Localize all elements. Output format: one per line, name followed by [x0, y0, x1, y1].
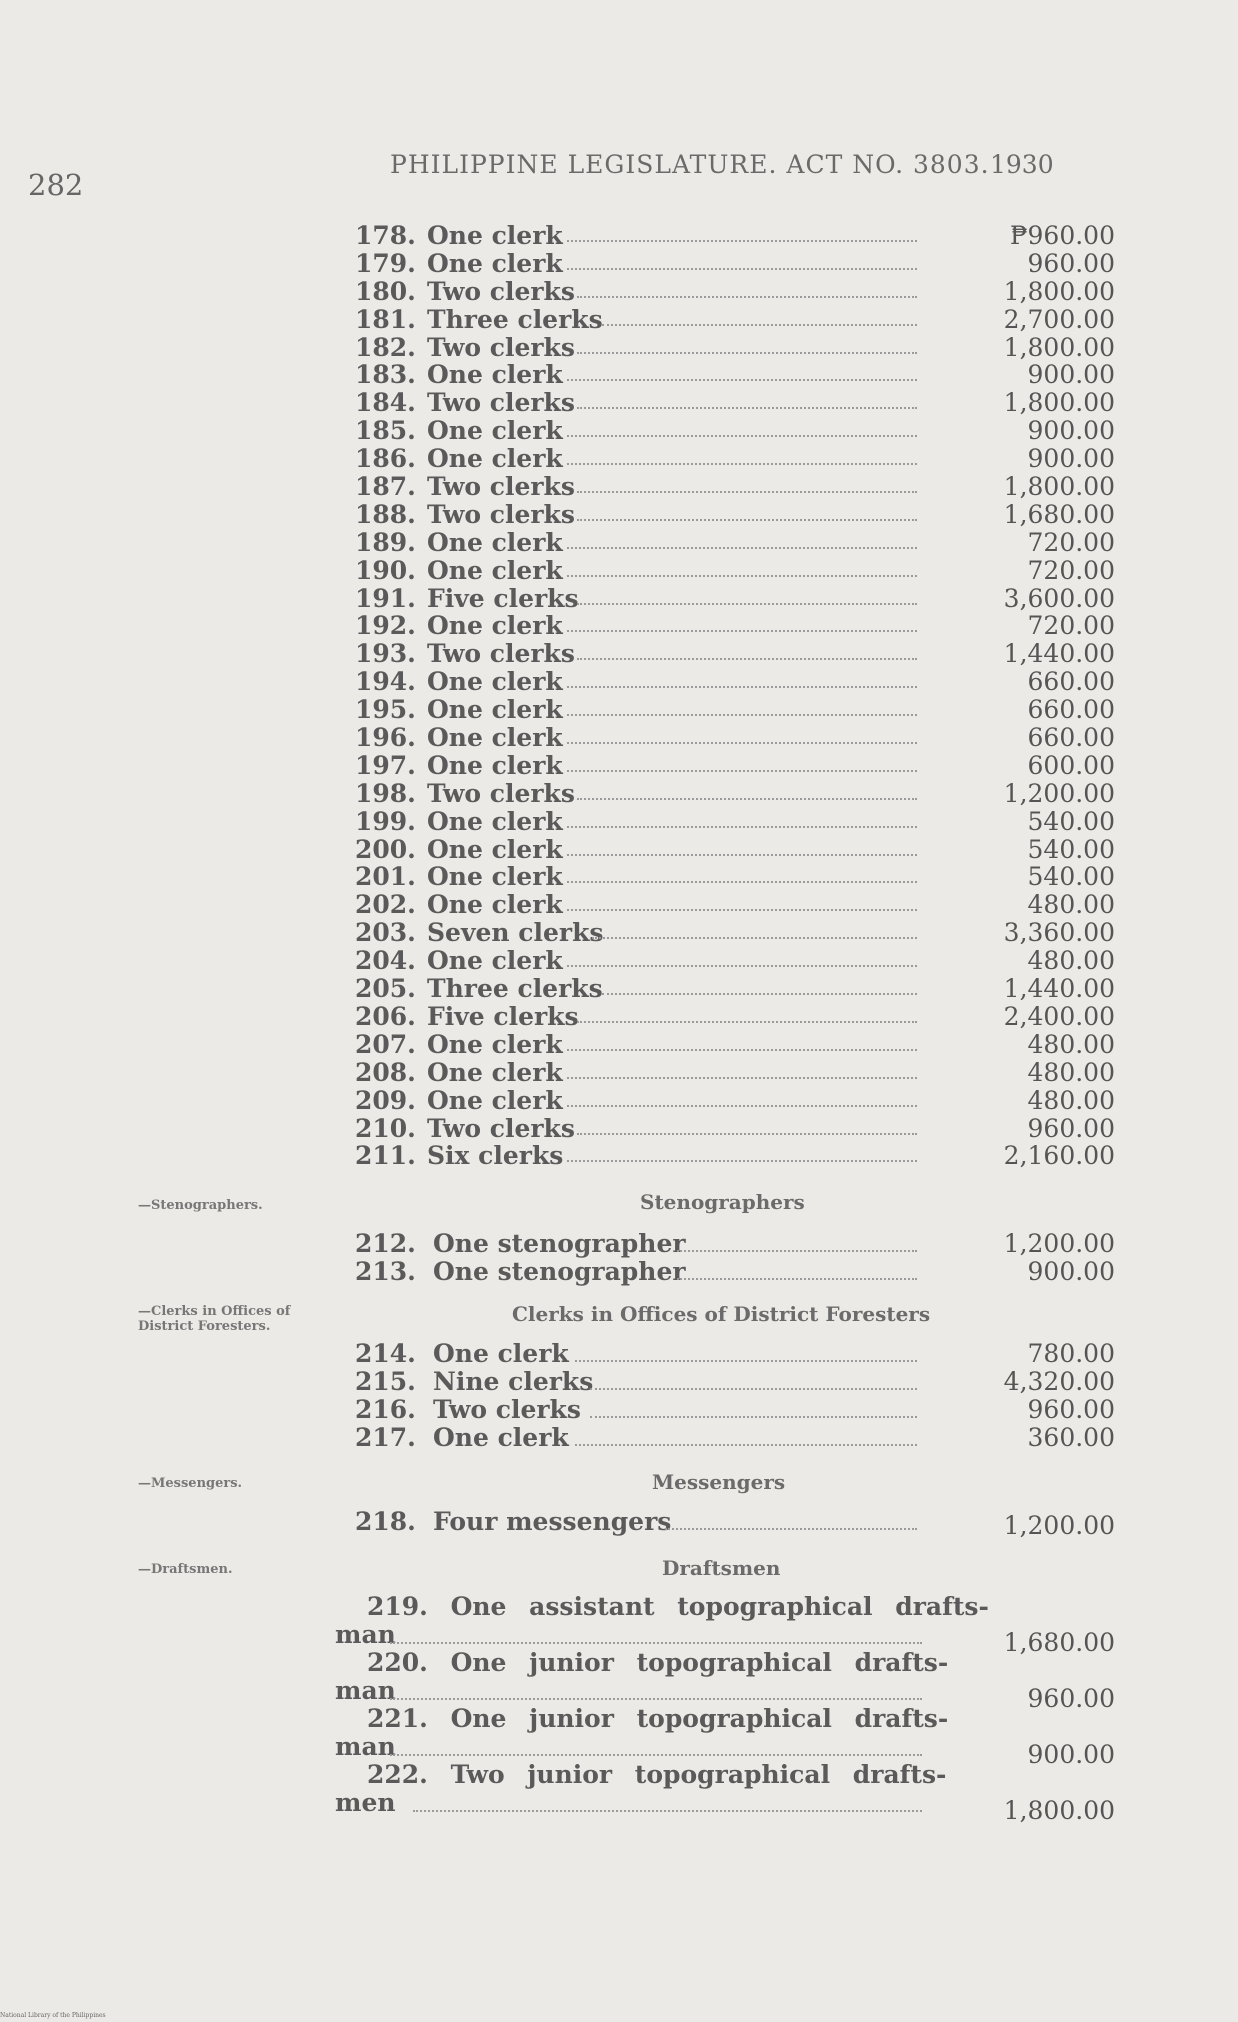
- leader-dots: [677, 1250, 917, 1252]
- leader-dots: [390, 1642, 922, 1644]
- item-number: 191.: [355, 583, 416, 613]
- item-description: One clerk: [427, 946, 563, 976]
- leader-dots: [567, 575, 917, 577]
- leader-dots: [567, 1049, 917, 1051]
- item-amount: 1,200.00: [1003, 1511, 1115, 1540]
- item-number: 203.: [355, 918, 416, 948]
- item-description: Two clerks: [427, 388, 575, 418]
- list-item: [355, 473, 1115, 501]
- item-amount: 480.00: [1027, 1057, 1115, 1087]
- list-item: [355, 501, 1115, 529]
- leader-dots: [602, 993, 917, 995]
- item-number: 213.: [355, 1257, 416, 1286]
- item-number: 184.: [355, 388, 416, 418]
- list-item: [355, 640, 1115, 668]
- item-description: One clerk: [427, 1029, 563, 1059]
- item-description: Three clerks: [427, 304, 603, 334]
- item-number: 181.: [355, 304, 416, 334]
- list-item: [355, 529, 1115, 557]
- item-description: One clerk: [427, 667, 563, 697]
- item-description: One clerk: [427, 444, 563, 474]
- leader-dots: [567, 379, 917, 381]
- leader-dots: [577, 407, 917, 409]
- leader-dots: [577, 491, 917, 493]
- list-item: [355, 668, 1115, 696]
- item-description: One clerk: [427, 555, 563, 585]
- item-amount: 960.00: [1027, 1395, 1115, 1424]
- list-item: [355, 1507, 1115, 1540]
- leader-dots: [567, 881, 917, 883]
- margin-note-district-clerks: [138, 1304, 290, 1334]
- item-amount: 3,360.00: [1003, 918, 1115, 948]
- item-number: 183.: [355, 360, 416, 390]
- item-amount: 540.00: [1027, 834, 1115, 864]
- item-amount: 2,700.00: [1003, 304, 1115, 334]
- item-amount: 720.00: [1027, 611, 1115, 641]
- leader-dots: [567, 909, 917, 911]
- list-item: [355, 250, 1115, 278]
- list-item: [355, 389, 1115, 417]
- item-number: 210.: [355, 1113, 416, 1143]
- item-amount: 480.00: [1027, 1029, 1115, 1059]
- item-description: Two clerks: [427, 472, 575, 502]
- clerks-list: [355, 222, 1115, 1170]
- item-line: man: [335, 1620, 396, 1649]
- item-description: One clerk: [427, 527, 563, 557]
- item-amount: 1,800.00: [1003, 332, 1115, 362]
- item-line: 222. Two junior topographical drafts-: [367, 1760, 947, 1789]
- item-number: 188.: [355, 499, 416, 529]
- leader-dots: [390, 1698, 922, 1700]
- item-number: 178.: [355, 221, 416, 250]
- item-number: 215.: [355, 1367, 416, 1396]
- list-item: [355, 919, 1115, 947]
- item-amount: 900.00: [1027, 360, 1115, 390]
- item-amount: 900.00: [1027, 416, 1115, 446]
- item-amount: 480.00: [1027, 1085, 1115, 1115]
- item-amount: 4,320.00: [1003, 1367, 1115, 1396]
- item-description: One clerk: [427, 750, 563, 780]
- section-title-messengers: Messengers: [652, 1470, 786, 1494]
- item-number: 193.: [355, 639, 416, 669]
- item-description: Two clerks: [427, 276, 575, 306]
- item-description: Nine clerks: [433, 1367, 594, 1396]
- item-amount: 480.00: [1027, 890, 1115, 920]
- item-description: Five clerks: [427, 1001, 579, 1031]
- item-number: 214.: [355, 1339, 416, 1368]
- item-amount: ₱960.00: [1009, 221, 1115, 250]
- leader-dots: [567, 826, 917, 828]
- item-number: 198.: [355, 778, 416, 808]
- leader-dots: [390, 1754, 922, 1756]
- item-line: man: [335, 1676, 396, 1705]
- item-amount: 960.00: [1027, 1113, 1115, 1143]
- leader-dots: [567, 1105, 917, 1107]
- item-description: Six clerks: [427, 1141, 564, 1171]
- list-item: [355, 585, 1115, 613]
- leader-dots: [577, 603, 917, 605]
- item-description: One clerk: [427, 723, 563, 753]
- list-item: [355, 836, 1115, 864]
- item-amount: 900.00: [1027, 1740, 1115, 1769]
- list-item: [355, 1031, 1115, 1059]
- item-number: 196.: [355, 723, 416, 753]
- list-item: [355, 1424, 1115, 1452]
- item-amount: 1,680.00: [1003, 1628, 1115, 1657]
- section-title-stenographers: Stenographers: [640, 1190, 805, 1214]
- item-description: One clerk: [433, 1339, 569, 1368]
- item-number: 185.: [355, 416, 416, 446]
- list-item: [355, 947, 1115, 975]
- leader-dots: [567, 742, 917, 744]
- leader-dots: [590, 1388, 917, 1390]
- leader-dots: [602, 324, 917, 326]
- list-item: [355, 863, 1115, 891]
- item-number: 197.: [355, 750, 416, 780]
- item-number: 204.: [355, 946, 416, 976]
- item-description: Three clerks: [427, 974, 603, 1004]
- leader-dots: [575, 1360, 917, 1362]
- item-number: 182.: [355, 332, 416, 362]
- leader-dots: [567, 240, 917, 242]
- header-year: 1930: [990, 150, 1054, 179]
- item-description: Four messengers: [433, 1507, 672, 1536]
- item-amount: 1,200.00: [1003, 1229, 1115, 1258]
- list-item: [355, 1115, 1115, 1143]
- list-item: [355, 780, 1115, 808]
- item-description: One clerk: [427, 806, 563, 836]
- item-description: Two clerks: [427, 332, 575, 362]
- list-item: [355, 808, 1115, 836]
- item-description: One clerk: [427, 221, 563, 250]
- item-amount: 1,800.00: [1003, 1796, 1115, 1825]
- item-amount: 1,800.00: [1003, 388, 1115, 418]
- item-amount: 540.00: [1027, 806, 1115, 836]
- leader-dots: [567, 630, 917, 632]
- item-number: 194.: [355, 667, 416, 697]
- item-description: One clerk: [427, 416, 563, 446]
- leader-dots: [567, 547, 917, 549]
- item-number: 180.: [355, 276, 416, 306]
- leader-dots: [413, 1810, 922, 1812]
- item-number: 217.: [355, 1423, 416, 1452]
- item-number: 186.: [355, 444, 416, 474]
- page-number: 282: [28, 168, 84, 202]
- list-item: [355, 361, 1115, 389]
- item-number: 216.: [355, 1395, 416, 1424]
- item-number: 209.: [355, 1085, 416, 1115]
- list-item: [355, 557, 1115, 585]
- item-number: 212.: [355, 1229, 416, 1258]
- leader-dots: [575, 1444, 917, 1446]
- item-number: 200.: [355, 834, 416, 864]
- list-item: [355, 1230, 1115, 1258]
- margin-note-line: District Foresters.: [138, 1319, 271, 1334]
- leader-dots: [567, 463, 917, 465]
- item-number: 190.: [355, 555, 416, 585]
- leader-dots: [677, 1278, 917, 1280]
- item-description: Two clerks: [427, 499, 575, 529]
- item-amount: 540.00: [1027, 862, 1115, 892]
- item-description: Five clerks: [427, 583, 579, 613]
- leader-dots: [567, 854, 917, 856]
- item-amount: 1,440.00: [1003, 639, 1115, 669]
- item-number: 192.: [355, 611, 416, 641]
- item-amount: 480.00: [1027, 946, 1115, 976]
- item-number: 187.: [355, 472, 416, 502]
- item-description: One clerk: [427, 360, 563, 390]
- list-item: [355, 724, 1115, 752]
- margin-note-line: —Clerks in Offices of: [138, 1304, 291, 1319]
- list-item: [355, 417, 1115, 445]
- item-amount: 960.00: [1027, 1684, 1115, 1713]
- item-number: 207.: [355, 1029, 416, 1059]
- item-description: One clerk: [427, 1057, 563, 1087]
- list-item: [355, 1059, 1115, 1087]
- item-amount: 780.00: [1027, 1339, 1115, 1368]
- list-item: [355, 445, 1115, 473]
- list-item: [355, 752, 1115, 780]
- leader-dots: [567, 770, 917, 772]
- leader-dots: [567, 1160, 917, 1162]
- footer-credit: National Library of the Philippines: [0, 2012, 106, 2019]
- item-number: 218.: [355, 1507, 416, 1536]
- list-item: [355, 1087, 1115, 1115]
- leader-dots: [577, 519, 917, 521]
- item-description: One clerk: [433, 1423, 569, 1452]
- item-description: One clerk: [427, 834, 563, 864]
- item-amount: 660.00: [1027, 667, 1115, 697]
- section-title-draftsmen: Draftsmen: [662, 1556, 781, 1580]
- leader-dots: [567, 714, 917, 716]
- item-amount: 660.00: [1027, 695, 1115, 725]
- leader-dots: [590, 1416, 917, 1418]
- item-description: Two clerks: [427, 639, 575, 669]
- item-amount: 2,160.00: [1003, 1141, 1115, 1171]
- item-number: 208.: [355, 1057, 416, 1087]
- leader-dots: [577, 798, 917, 800]
- list-item: [355, 612, 1115, 640]
- item-amount: 3,600.00: [1003, 583, 1115, 613]
- leader-dots: [567, 435, 917, 437]
- leader-dots: [592, 937, 917, 939]
- leader-dots: [577, 352, 917, 354]
- running-header: PHILIPPINE LEGISLATURE. ACT NO. 3803.: [390, 150, 990, 179]
- item-description: One clerk: [427, 611, 563, 641]
- item-description: One clerk: [427, 890, 563, 920]
- margin-note-stenographers: —Stenographers.: [138, 1198, 263, 1213]
- list-item: [355, 1142, 1115, 1170]
- item-amount: 1,200.00: [1003, 778, 1115, 808]
- item-description: Two clerks: [427, 1113, 575, 1143]
- item-amount: 600.00: [1027, 750, 1115, 780]
- leader-dots: [577, 1133, 917, 1135]
- leader-dots: [567, 1077, 917, 1079]
- item-description: Two clerks: [427, 778, 575, 808]
- list-item: [355, 1368, 1115, 1396]
- list-item: [355, 334, 1115, 362]
- leader-dots: [577, 1021, 917, 1023]
- item-number: 206.: [355, 1001, 416, 1031]
- item-description: Seven clerks: [427, 918, 604, 948]
- item-amount: 900.00: [1027, 444, 1115, 474]
- item-amount: 1,440.00: [1003, 974, 1115, 1004]
- item-number: 195.: [355, 695, 416, 725]
- item-amount: 900.00: [1027, 1257, 1115, 1286]
- item-number: 205.: [355, 974, 416, 1004]
- item-line: man: [335, 1732, 396, 1761]
- item-amount: 2,400.00: [1003, 1001, 1115, 1031]
- item-amount: 960.00: [1027, 248, 1115, 278]
- margin-note-messengers: —Messengers.: [138, 1476, 243, 1491]
- list-item: [355, 222, 1115, 250]
- list-item: [355, 1258, 1115, 1286]
- item-line: men: [335, 1788, 396, 1817]
- list-item: [355, 1396, 1115, 1424]
- item-description: One stenographer: [433, 1229, 686, 1258]
- item-line: 220. One junior topographical drafts-: [367, 1648, 949, 1677]
- item-amount: 1,800.00: [1003, 276, 1115, 306]
- list-item: [355, 306, 1115, 334]
- list-item: [355, 975, 1115, 1003]
- item-number: 201.: [355, 862, 416, 892]
- item-number: 199.: [355, 806, 416, 836]
- list-item: [355, 696, 1115, 724]
- item-description: One clerk: [427, 695, 563, 725]
- item-number: 211.: [355, 1141, 416, 1171]
- leader-dots: [567, 965, 917, 967]
- leader-dots: [567, 686, 917, 688]
- list-item: [355, 1340, 1115, 1368]
- item-description: One stenographer: [433, 1257, 686, 1286]
- item-description: One clerk: [427, 248, 563, 278]
- item-amount: 660.00: [1027, 723, 1115, 753]
- list-item: [355, 1003, 1115, 1031]
- item-description: One clerk: [427, 862, 563, 892]
- item-line: 219. One assistant topographical drafts-: [367, 1592, 989, 1621]
- list-item: [355, 891, 1115, 919]
- item-number: 202.: [355, 890, 416, 920]
- leader-dots: [665, 1528, 917, 1530]
- leader-dots: [577, 296, 917, 298]
- item-amount: 1,800.00: [1003, 472, 1115, 502]
- item-number: 179.: [355, 248, 416, 278]
- leader-dots: [577, 658, 917, 660]
- item-line: 221. One junior topographical drafts-: [367, 1704, 949, 1733]
- item-description: One clerk: [427, 1085, 563, 1115]
- section-title-district-clerks: Clerks in Offices of District Foresters: [512, 1302, 931, 1326]
- list-item: [355, 278, 1115, 306]
- margin-note-draftsmen: —Draftsmen.: [138, 1562, 233, 1577]
- item-amount: 1,680.00: [1003, 499, 1115, 529]
- item-amount: 720.00: [1027, 527, 1115, 557]
- item-number: 189.: [355, 527, 416, 557]
- leader-dots: [567, 268, 917, 270]
- item-amount: 720.00: [1027, 555, 1115, 585]
- item-description: Two clerks: [433, 1395, 581, 1424]
- item-amount: 360.00: [1027, 1423, 1115, 1452]
